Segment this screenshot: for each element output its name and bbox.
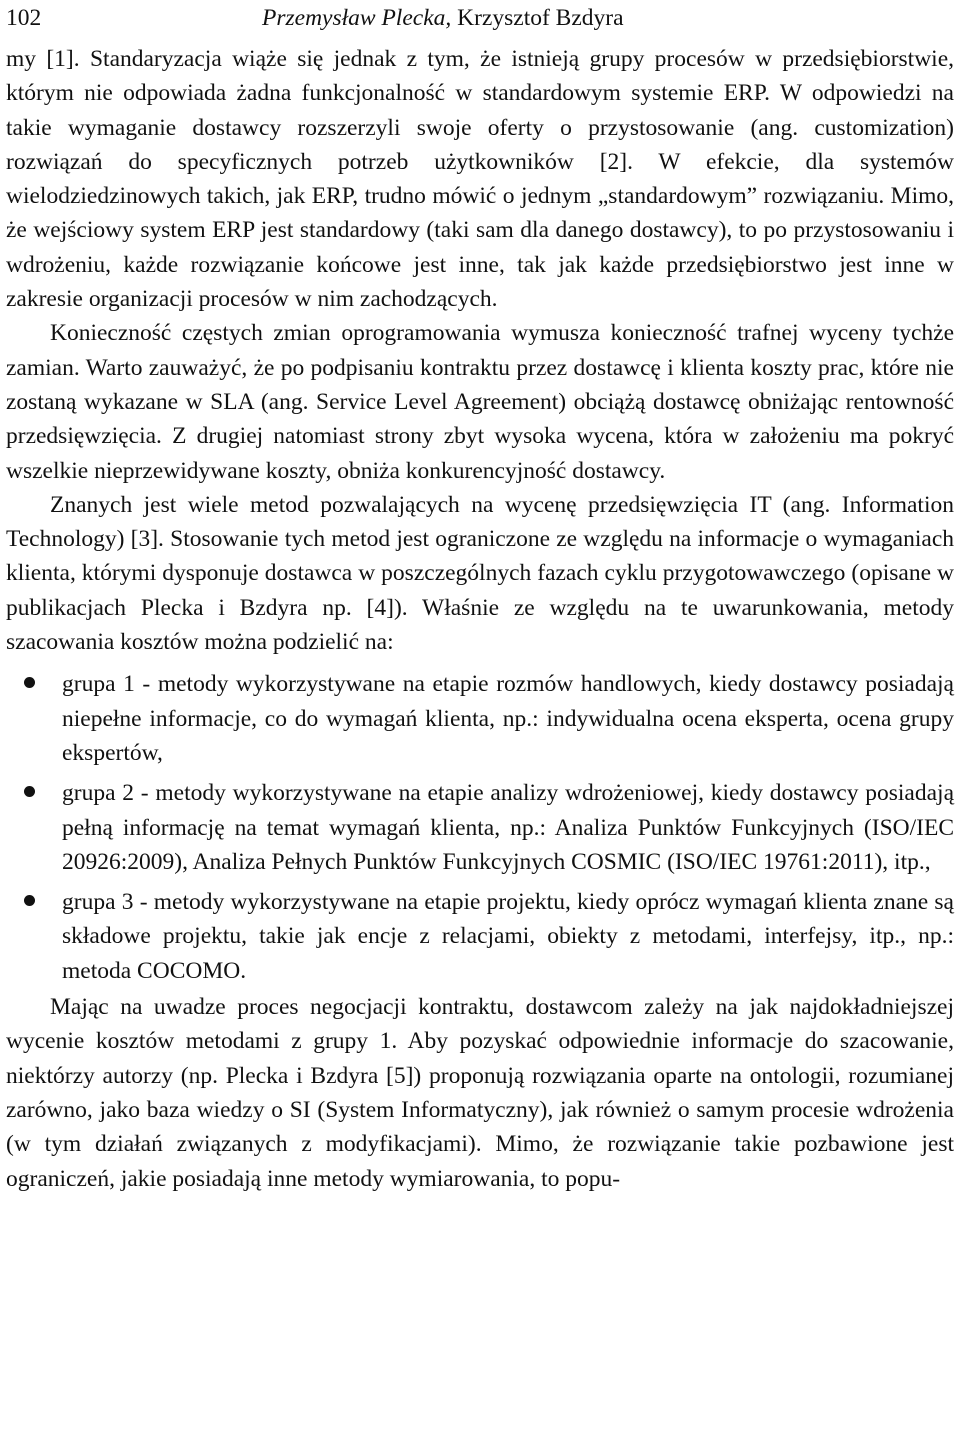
author-italic: Przemysław Plecka, <box>262 5 452 31</box>
running-header-authors <box>262 0 624 36</box>
list-item <box>6 667 954 770</box>
list-item-text: grupa 2 - metody wykorzystywane na etapie analizy wdrożeniowej, kiedy dostawcy posiadają pełną informację na temat wymagań klienta, np.: Analiza Punktów Funkcyjnych (ISO/IEC 20926:2009), Analiza Pełnych Punktów Funkcyjnych COSMIC (ISO/IEC 19761:2011), itp., <box>62 780 954 875</box>
paragraph-estimation-methods: Znanych jest wiele metod pozwalających na wycenę przedsięwzięcia IT (ang. Information Technology) [3]. Stosowanie tych metod jest ograniczone ze względu na informacje o wymaganiach klienta, którymi dysponuje dostawca w poszczególnych fazach cyklu przygotowawczego (opisane w publikacjach Plecka i Bzdyra np. [4]). Właśnie ze względu na te uwarunkowania, metody szacowania kosztów można podzielić na: <box>6 491 954 656</box>
paragraph-standardization: my [1]. Standaryzacja wiąże się jednak z tym, że istnieją grupy procesów w przedsiębiorstwie, którym nie odpowiada żadna funkcjonalność w standardowym systemie ERP. W odpowiedzi na takie wymaganie dostawcy rozszerzyli swoje oferty o przystosowanie (ang. customization) rozwiązań do specyficznych potrzeb użytkowników [2]. W efekcie, dla systemów wielodziedzinowych takich, jak ERP, trudno mówić o jednym „standardowym” rozwiązaniu. Mimo, że wejściowy system ERP jest standardowy (taki sam dla danego dostawcy), to po przystosowaniu i wdrożeniu, każde rozwiązanie końcowe jest inne, tak jak każde przedsiębiorstwo jest inne w zakresie organizacji procesów w nim zachodzących. <box>6 46 954 313</box>
running-header <box>6 0 930 36</box>
author-plain: Krzysztof Bzdyra <box>457 5 624 31</box>
bullet-icon <box>24 677 35 688</box>
bullet-icon <box>24 786 35 797</box>
list-item-text: grupa 1 - metody wykorzystywane na etapie rozmów handlowych, kiedy dostawcy posiadają niepełne informacje, co do wymagań klienta, np.: indywidualna ocena eksperta, ocena grupy ekspertów, <box>62 671 954 766</box>
list-item <box>6 776 954 879</box>
list-item <box>6 885 954 988</box>
list-item-text: grupa 3 - metody wykorzystywane na etapie projektu, kiedy oprócz wymagań klienta znane są składowe projektu, takie jak encje z relacjami, obiekty z metodami, interfejsy, itp., np.: metoda COCOMO. <box>62 889 954 984</box>
bullet-icon <box>24 895 35 906</box>
body-text <box>6 42 954 1196</box>
page-number: 102 <box>6 5 42 31</box>
paragraph-contract-negotiation: Mając na uwadze proces negocjacji kontraktu, dostawcom zależy na jak najdokładniejszej wycenie kosztów metodami z grupy 1. Aby pozyskać odpowiednie informacje do szacowanie, niektórzy autorzy (np. Plecka i Bzdyra [5]) proponują rozwiązania oparte na ontologii, rozumianej zarówno, jako baza wiedzy o SI (System Informatyczny), jak również o samym procesie wdrożenia (w tym działań związanych z modyfikacjami). Mimo, że rozwiązanie takie pozbawione jest ograniczeń, jakie posiadają inne metody wymiarowania, to popu- <box>6 994 954 1192</box>
method-groups-list <box>6 667 954 988</box>
paragraph-software-changes: Konieczność częstych zmian oprogramowania wymusza konieczność trafnej wyceny tychże zamian. Warto zauważyć, że po podpisaniu kontraktu przez dostawcę i klienta koszty prac, które nie zostaną wykazane w SLA (ang. Service Level Agreement) obciążą dostawcę obniżając rentowność przedsięwzięcia. Z drugiej natomiast strony zbyt wysoka wycena, która w założeniu ma pokryć wszelkie nieprzewidywane koszty, obniża konkurencyjność dostawcy. <box>6 320 954 484</box>
